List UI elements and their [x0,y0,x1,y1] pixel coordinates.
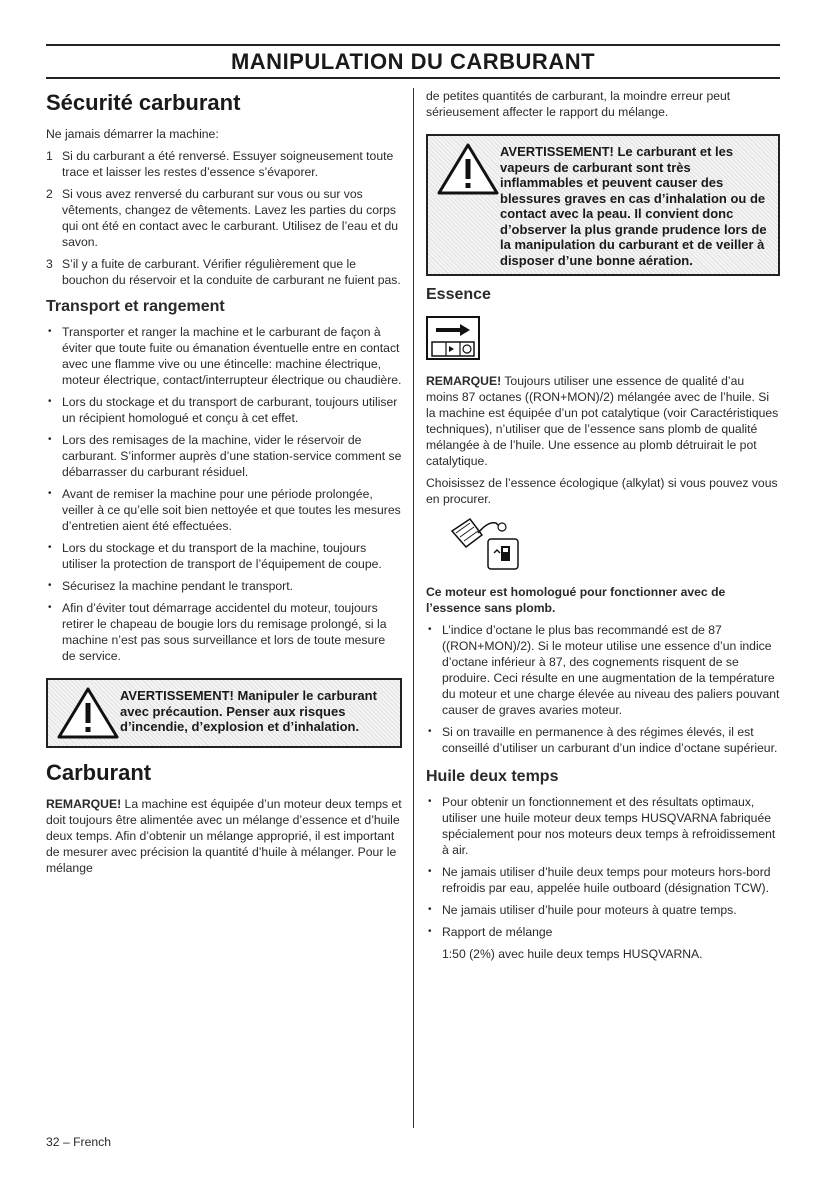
essence-list [426,622,780,756]
carburant-heading: Carburant [46,760,152,785]
list-item: • Avant de remiser la machine pour une période prolongée, veiller à ce qu’elle soit bien nettoyée et que toutes les mesures d’entretien aient été effectuées. [46,486,402,534]
warning-triangle-icon [436,142,500,196]
securite-heading: Sécurité carburant [46,90,241,115]
huile-heading: Huile deux temps [426,768,559,785]
list-item: • Ne jamais utiliser d’huile deux temps pour moteurs hors-bord refroidis par eau, appelée huile outboard (désignation TCW). [426,864,780,896]
warning-box [426,134,780,276]
list-item: • L’indice d’octane le plus bas recommandé est de 87 ((RON+MON)/2). Si le moteur utilise une essence d’un indice d’octane inférieur à 87, des cognements risquent de se produire. Ceci résulte en une augmentation de la température du moteur et une charge élevée au niveau des paliers pouvant causer de graves avaries moteur. [426,622,780,718]
carburant-text: REMARQUE! La machine est équipée d’un moteur deux temps et doit toujours être alimentée avec un mélange d’essence et d’huile deux temps. Afin d’obtenir un mélange approprié, il est important de mesurer avec précision la quantité d’huile à mélanger. Pour le mélange [46,797,402,875]
huile-list [426,794,780,940]
list-item: • Pour obtenir un fonctionnement et des résultats optimaux, utiliser une huile moteur deux temps HUSQVARNA fabriquée spécialement pour nos moteurs deux temps à refroidissement à air. [426,794,780,858]
fuel-gauge-icon [426,316,480,360]
warning-box [46,678,402,748]
list-item: • Sécurisez la machine pendant le transport. [46,578,402,594]
list-item: • Ne jamais utiliser d’huile pour moteurs à quatre temps. [426,902,780,918]
right-column [426,88,780,968]
page-footer: 32 – French [46,1135,112,1149]
securite-intro: Ne jamais démarrer la machine: [46,127,219,141]
essence-bold-note: Ce moteur est homologué pour fonctionner avec de l’essence sans plomb. [426,585,726,615]
list-item: 1 Si du carburant a été renversé. Essuyer soigneusement toute trace et laisser les restes d’essence s’évaporer. [46,149,394,179]
page-header [46,44,780,79]
column-divider [413,88,414,1128]
securite-list [46,148,402,288]
transport-heading: Transport et rangement [46,298,225,315]
list-item: • Lors du stockage et du transport de carburant, toujours utiliser un récipient homologué et conçu à cet effet. [46,394,402,426]
list-item: • Lors du stockage et du transport de la machine, toujours utiliser la protection de transport de l’équipement de coupe. [46,540,402,572]
list-item: 2 Si vous avez renversé du carburant sur vous ou sur vos vêtements, changez de vêtements. Lavez les parties du corps qui ont été en contact avec le carburant. Utilisez de l’eau et du savon. [46,187,399,249]
list-item: • Lors des remisages de la machine, vider le réservoir de carburant. S’informer auprès d’une station-service comment se débarrasser du carburant résiduel. [46,432,402,480]
warning-text: AVERTISSEMENT! Le carburant et les vapeurs de carburant sont très inflammables et peuvent causer des blessures graves en cas d’inhalation ou de contact avec la peau. Il convient donc d’observer la plus grande prudence lors de la manipulation du carburant et de veiller à disposer d’une bonne aération. [500,144,767,268]
essence-remarque: REMARQUE! Toujours utiliser une essence de qualité d’au moins 87 octanes ((RON+MON)/2) mélangée avec de l’huile. Si la machine est équipée d’un pot catalytique (voir Caractéristiques techniques), n’utiliser que de l’essence sans plomb de qualité mélangée à de l’huile. Une essence au plomb détruirait le pot catalytique. [426,374,779,468]
list-item: • Afin d’éviter tout démarrage accidentel du moteur, toujours retirer le chapeau de bougie lors du remisage prolongé, si la machine n’est pas sous surveillance et lors de toute mesure de service. [46,600,402,664]
page-title: MANIPULATION DU CARBURANT [230,49,596,74]
left-column [46,88,402,882]
huile-ratio: 1:50 (2%) avec huile deux temps HUSQVARNA. [442,947,703,961]
fuel-can-pump-icon [448,513,528,573]
list-item: 3 S’il y a fuite de carburant. Vérifier régulièrement que le bouchon du réservoir et la conduite de carburant ne fuient pas. [46,257,401,287]
transport-list [46,324,402,664]
warning-text: AVERTISSEMENT! Manipuler le carburant avec précaution. Penser aux risques d’incendie, d’explosion et d’inhalation. [120,688,377,734]
essence-heading: Essence [426,286,491,303]
list-item: • Transporter et ranger la machine et le carburant de façon à éviter que toute fuite ou émanation éventuelle entre en contact avec une flamme vive ou une étincelle: machine électrique, moteur électrique, contact/interrupteur électrique ou chaudière. [46,324,402,388]
essence-ecolo: Choisissez de l’essence écologique (alkylat) si vous pouvez vous en procurer. [426,476,778,506]
list-item: • Si on travaille en permanence à des régimes élevés, il est conseillé d’utiliser un carburant d’un indice d’octane supérieur. [426,724,780,756]
list-item: • Rapport de mélange [426,924,780,940]
continuation-text: de petites quantités de carburant, la moindre erreur peut sérieusement affecter le rapport du mélange. [426,89,731,119]
warning-triangle-icon [56,686,120,740]
